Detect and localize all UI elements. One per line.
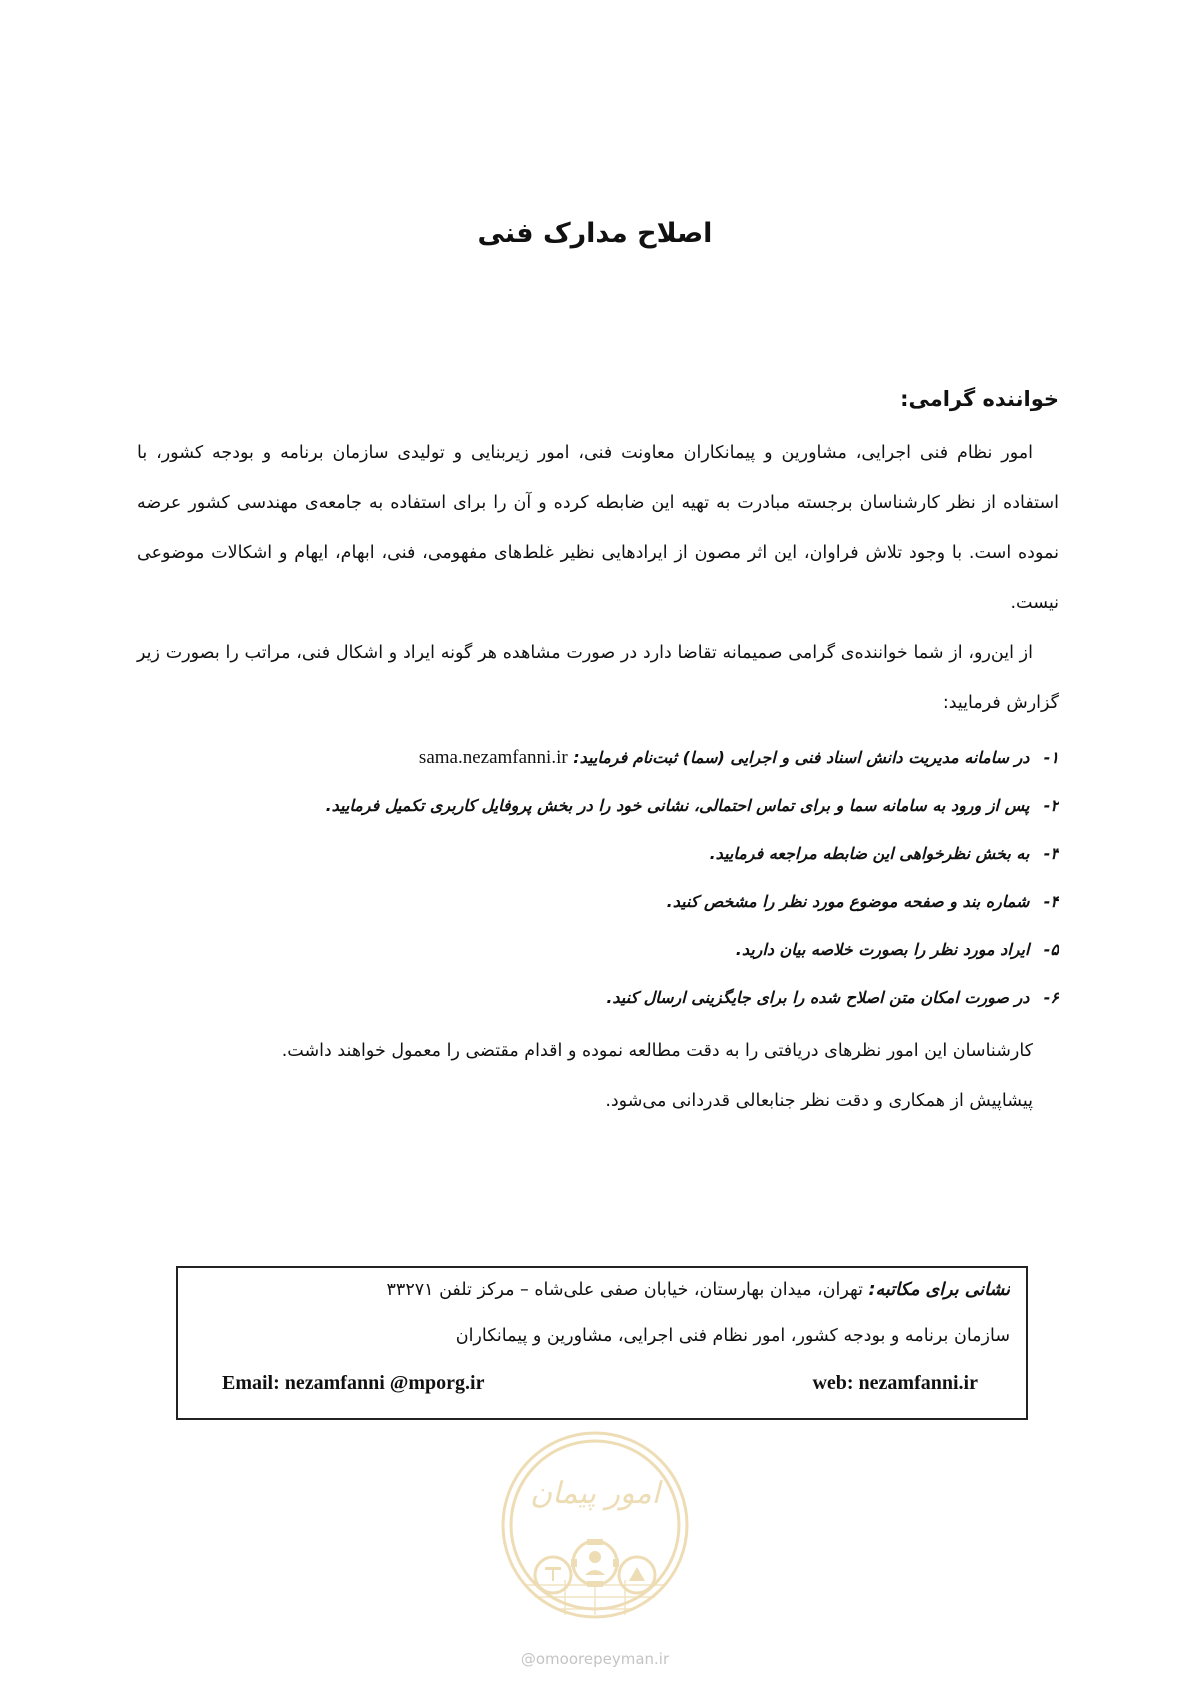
step-number: ۳- — [1043, 844, 1059, 863]
website-link[interactable]: web: nezamfanni.ir — [812, 1372, 978, 1394]
step-text: شماره بند و صفحه موضوع مورد نظر را مشخص کنید. — [666, 892, 1030, 911]
footer-site: @omoorepeyman.ir — [520, 1650, 670, 1668]
step-item — [137, 974, 1059, 1022]
organization-line: سازمان برنامه و بودجه کشور، امور نظام فنی اجرایی، مشاورین و پیمانکاران — [455, 1326, 1010, 1346]
step-text: ایراد مورد نظر را بصورت خلاصه بیان دارید. — [735, 940, 1030, 959]
step-item — [137, 878, 1059, 926]
step-text: در صورت امکان متن اصلاح شده را برای جایگزینی ارسال کنید. — [606, 988, 1030, 1007]
request-paragraph: از این‌رو، از شما خواننده‌ی گرامی صمیمانه تقاضا دارد در صورت مشاهده هر گونه ایراد و اشکال فنی، مراتب را بصورت زیر گزارش فرمایید: — [137, 643, 1059, 713]
greeting: خواننده گرامی: — [900, 387, 1059, 411]
document-body — [137, 384, 1059, 1126]
address-box — [176, 1266, 1028, 1420]
email-address[interactable]: Email: nezamfanni @mporg.ir — [222, 1372, 485, 1394]
step-text: پس از ورود به سامانه سما و برای تماس احتمالی، نشانی خود را در بخش پروفایل کاربری تکمیل فرمایید. — [325, 796, 1030, 815]
page-title: اصلاح مدارک فنی — [477, 218, 713, 249]
watermark-logo-icon — [495, 1425, 695, 1640]
step-item — [137, 926, 1059, 974]
step-item — [137, 782, 1059, 830]
address-text: تهران، میدان بهارستان، خیابان صفی علی‌شاه – مرکز تلفن ۳۳۲۷۱ — [386, 1280, 863, 1300]
step-text: به بخش نظرخواهی این ضابطه مراجعه فرمایید. — [709, 844, 1030, 863]
step-number: ۶- — [1043, 988, 1059, 1007]
address-label: نشانی برای مکاتبه: — [868, 1280, 1010, 1300]
step-number: ۴- — [1043, 892, 1059, 911]
step-item — [137, 734, 1059, 782]
address-line — [194, 1280, 1010, 1300]
closing-line: کارشناسان این امور نظرهای دریافتی را به دقت مطالعه نموده و اقدام مقتضی را معمول خواهند داشت. — [281, 1041, 1033, 1061]
thanks-line: پیشاپیش از همکاری و دقت نظر جنابعالی قدردانی می‌شود. — [605, 1091, 1033, 1111]
step-text: در سامانه مدیریت دانش اسناد فنی و اجرایی (سما) ثبت‌نام فرمایید: — [573, 748, 1030, 767]
watermark-text: امور پیمان — [530, 1476, 660, 1511]
step-number: ۲- — [1043, 796, 1059, 815]
step-number: ۱- — [1043, 748, 1059, 767]
sama-link[interactable]: sama.nezamfanni.ir — [418, 747, 568, 768]
steps-list — [137, 734, 1059, 1022]
step-item — [137, 830, 1059, 878]
intro-paragraph: امور نظام فنی اجرایی، مشاورین و پیمانکاران معاونت فنی، امور زیربنایی و تولیدی سازمان برنامه و بودجه کشور، با استفاده از نظر کارشناسان برجسته مبادرت به تهیه این ضابطه کرده و آن را برای استفاده به جامعه‌ی مهندسی کشور عرضه نموده است. با وجود تلاش فراوان، این اثر مصون از ایرادهایی نظیر غلط‌های مفهومی، فنی، ابهام، ایهام و اشکالات موضوعی نیست. — [137, 443, 1059, 613]
step-number: ۵- — [1043, 940, 1059, 959]
